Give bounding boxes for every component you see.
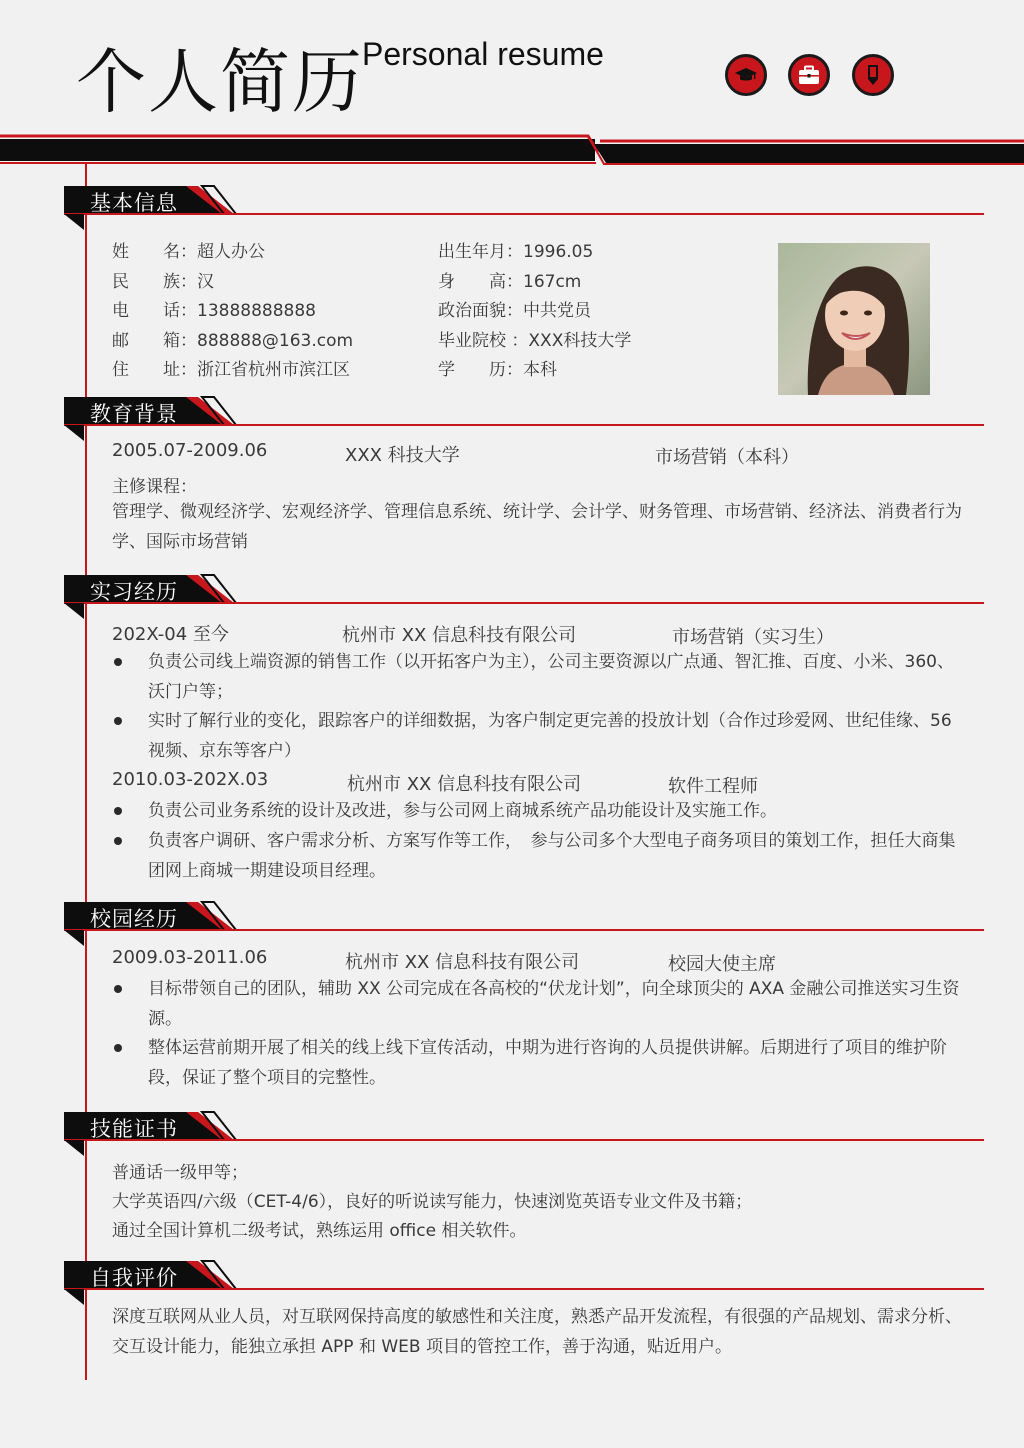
section-title: 基本信息 <box>90 191 178 215</box>
page-title: 个人简历 <box>76 41 364 123</box>
info-row: 毕业院校 ：XXX科技大学 <box>438 331 632 351</box>
page-subtitle: Personal resume <box>362 36 604 72</box>
job-period: 2010.03-202X.03 <box>112 769 269 790</box>
info-row: 邮 箱：888888@163.com <box>112 331 354 351</box>
courses-label: 主修课程： <box>112 477 197 497</box>
skill-item: 通过全国计算机二级考试，熟练运用 office 相关软件。 <box>112 1221 527 1241</box>
campus-bullet: 整体运营前期开展了相关的线上线下宣传活动，中期为进行咨询的人员提供讲解。后期进行了项目的维护阶段，保证了整个项目的完整性。 <box>148 1038 947 1088</box>
job-bullet: 负责客户调研、客户需求分析、方案写作等工作， 参与公司多个大型电子商务项目的策划工作，担任大商集团网上商城一期建设项目经理。 <box>148 831 956 881</box>
bullet-dot <box>114 658 122 666</box>
campus-period: 2009.03-2011.06 <box>112 947 268 968</box>
bullet-dot <box>114 837 122 845</box>
edu-period: 2005.07-2009.06 <box>112 440 268 461</box>
section-title: 自我评价 <box>90 1266 178 1290</box>
section-header-self <box>64 1259 984 1305</box>
bullet-dot <box>114 807 122 815</box>
info-row: 电 话：13888888888 <box>112 301 316 321</box>
campus-role: 校园大使主席 <box>668 954 776 975</box>
graduation-cap-icon <box>725 54 767 96</box>
bullet-dot <box>114 1044 122 1052</box>
section-title: 技能证书 <box>90 1117 178 1141</box>
bullet-dot <box>114 717 122 725</box>
section-title: 校园经历 <box>90 907 178 931</box>
section-header-campus <box>64 900 984 946</box>
info-row: 民 族：汉 <box>112 272 214 292</box>
section-title: 教育背景 <box>90 402 178 426</box>
info-row: 政治面貌：中共党员 <box>438 301 591 321</box>
section-header-basic <box>64 184 984 230</box>
info-row: 学 历：本科 <box>438 360 557 380</box>
job-period: 202X-04 至今 <box>112 624 229 645</box>
profile-photo <box>778 243 930 395</box>
section-header-internship <box>64 573 984 619</box>
skill-item: 普通话一级甲等； <box>112 1163 248 1183</box>
job-bullet: 负责公司线上端资源的销售工作（以开拓客户为主），公司主要资源以广点通、智汇推、百度、小米、360、沃门户等； <box>148 652 954 702</box>
info-row: 身 高：167cm <box>438 272 582 292</box>
section-header-education <box>64 395 984 441</box>
self-evaluation: 深度互联网从业人员，对互联网保持高度的敏感性和关注度，熟悉产品开发流程，有很强的产品规划、需求分析、交互设计能力，能独立承担 APP 和 WEB 项目的管控工作，善于沟通，贴近用户。 <box>112 1307 962 1357</box>
job-role: 软件工程师 <box>668 776 758 797</box>
job-company: 杭州市 XX 信息科技有限公司 <box>347 774 582 795</box>
job-company: 杭州市 XX 信息科技有限公司 <box>342 625 577 646</box>
job-bullet: 负责公司业务系统的设计及改进，参与公司网上商城系统产品功能设计及实施工作。 <box>148 801 777 821</box>
info-row: 姓 名：超人办公 <box>112 242 265 262</box>
job-role: 市场营销（实习生） <box>672 627 834 648</box>
info-row: 出生年月：1996.05 <box>438 242 594 262</box>
section-title: 实习经历 <box>90 580 178 604</box>
bullet-dot <box>114 985 122 993</box>
campus-bullet: 目标带领自己的团队，辅助 XX 公司完成在各高校的“伏龙计划”，向全球顶尖的 AXA 金融公司推送实习生资源。 <box>148 979 960 1029</box>
briefcase-icon <box>788 54 830 96</box>
edu-major: 市场营销（本科） <box>655 447 799 468</box>
edu-school: XXX 科技大学 <box>345 445 460 466</box>
campus-company: 杭州市 XX 信息科技有限公司 <box>345 952 580 973</box>
skill-item: 大学英语四/六级（CET-4/6），良好的听说读写能力，快速浏览英语专业文件及书籍； <box>112 1192 753 1212</box>
section-header-skills <box>64 1110 984 1156</box>
info-row: 住 址：浙江省杭州市滨江区 <box>112 360 350 380</box>
header-band <box>0 130 1024 170</box>
courses-text: 管理学、微观经济学、宏观经济学、管理信息系统、统计学、会计学、财务管理、市场营销、经济法、消费者行为学、国际市场营销 <box>112 502 962 552</box>
job-bullet: 实时了解行业的变化，跟踪客户的详细数据，为客户制定更完善的投放计划（合作过珍爱网、世纪佳缘、56 视频、京东等客户） <box>148 711 952 761</box>
pencil-icon <box>852 54 894 96</box>
timeline-line <box>85 163 87 1380</box>
